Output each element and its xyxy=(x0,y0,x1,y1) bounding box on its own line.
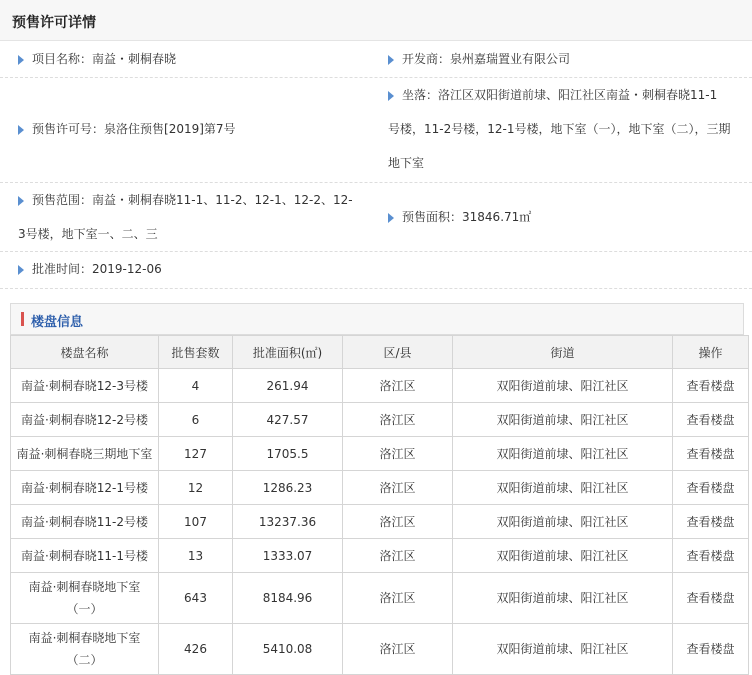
cell-name: 南益·刺桐春晓12-1号楼 xyxy=(11,471,159,505)
cell-name: 南益·刺桐春晓12-2号楼 xyxy=(11,403,159,437)
cell-count: 13 xyxy=(159,539,233,573)
cell-name: 南益·刺桐春晓12-3号楼 xyxy=(11,369,159,403)
cell-name-line2: （一） xyxy=(66,602,103,616)
cell-street: 双阳街道前埭、阳江社区 xyxy=(453,369,673,403)
arrow-right-icon xyxy=(18,265,24,275)
location-field xyxy=(388,78,730,180)
table-row xyxy=(11,369,749,403)
detail-row-scope xyxy=(0,183,752,252)
cell-name: 南益·刺桐春晓11-1号楼 xyxy=(11,539,159,573)
cell-area: 427.57 xyxy=(233,403,343,437)
date-field xyxy=(18,252,162,286)
cell-name xyxy=(11,624,159,675)
col-header-district: 区/县 xyxy=(343,336,453,369)
cell-count: 12 xyxy=(159,471,233,505)
view-building-link[interactable]: 查看楼盘 xyxy=(673,624,749,675)
project-label: 项目名称： xyxy=(32,52,93,66)
page-title: 预售许可详情 xyxy=(12,15,96,31)
cell-count: 4 xyxy=(159,369,233,403)
developer-field xyxy=(388,42,570,76)
cell-name-line2: （二） xyxy=(66,653,103,667)
cell-district: 洛江区 xyxy=(343,403,453,437)
section-title: 楼盘信息 xyxy=(31,315,84,330)
view-building-link[interactable]: 查看楼盘 xyxy=(673,369,749,403)
date-label: 批准时间： xyxy=(32,262,93,276)
cell-district: 洛江区 xyxy=(343,573,453,624)
col-header-street: 街道 xyxy=(453,336,673,369)
cell-count: 426 xyxy=(159,624,233,675)
arrow-right-icon xyxy=(388,213,394,223)
cell-street: 双阳街道前埭、阳江社区 xyxy=(453,437,673,471)
cell-area: 13237.36 xyxy=(233,505,343,539)
location-value-line2: 号楼，11-2号楼，12-1号楼，地下室（一），地下室（二），三期 xyxy=(388,122,731,136)
section-accent-bar xyxy=(21,312,24,326)
location-label: 坐落： xyxy=(402,88,439,102)
cell-district: 洛江区 xyxy=(343,369,453,403)
permit-label: 预售许可号： xyxy=(32,122,105,136)
table-row xyxy=(11,505,749,539)
cell-count: 643 xyxy=(159,573,233,624)
table-row xyxy=(11,437,749,471)
location-value-line3: 地下室 xyxy=(388,156,425,170)
cell-name: 南益·刺桐春晓11-2号楼 xyxy=(11,505,159,539)
scope-field xyxy=(18,183,353,251)
table-row xyxy=(11,403,749,437)
table-row xyxy=(11,539,749,573)
arrow-right-icon xyxy=(18,196,24,206)
table-row xyxy=(11,471,749,505)
section-header xyxy=(10,303,744,335)
area-label: 预售面积： xyxy=(402,210,463,224)
cell-district: 洛江区 xyxy=(343,505,453,539)
cell-street: 双阳街道前埭、阳江社区 xyxy=(453,539,673,573)
developer-label: 开发商： xyxy=(402,52,451,66)
col-header-count: 批售套数 xyxy=(159,336,233,369)
cell-area: 1286.23 xyxy=(233,471,343,505)
col-header-name: 楼盘名称 xyxy=(11,336,159,369)
cell-district: 洛江区 xyxy=(343,624,453,675)
arrow-right-icon xyxy=(18,55,24,65)
detail-row-project xyxy=(0,41,752,78)
cell-district: 洛江区 xyxy=(343,539,453,573)
cell-name-line1: 南益·刺桐春晓地下室 xyxy=(28,580,141,594)
scope-label: 预售范围： xyxy=(32,193,93,207)
cell-name-line1: 南益·刺桐春晓地下室 xyxy=(28,631,141,645)
table-row xyxy=(11,573,749,624)
developer-value: 泉州嘉瑞置业有限公司 xyxy=(450,52,571,66)
page-header xyxy=(0,0,752,41)
cell-area: 261.94 xyxy=(233,369,343,403)
col-header-area: 批准面积(㎡) xyxy=(233,336,343,369)
cell-street: 双阳街道前埭、阳江社区 xyxy=(453,573,673,624)
area-field xyxy=(388,200,531,234)
cell-area: 8184.96 xyxy=(233,573,343,624)
view-building-link[interactable]: 查看楼盘 xyxy=(673,573,749,624)
location-value-line1: 洛江区双阳街道前埭、阳江社区南益・刺桐春晓11-1 xyxy=(438,88,718,102)
detail-row-permit xyxy=(0,78,752,183)
cell-name: 南益·刺桐春晓三期地下室 xyxy=(11,437,159,471)
project-value: 南益・刺桐春晓 xyxy=(92,52,177,66)
date-value: 2019-12-06 xyxy=(92,262,162,276)
permit-value: 泉洛住预售[2019]第7号 xyxy=(104,122,236,136)
cell-count: 6 xyxy=(159,403,233,437)
cell-count: 127 xyxy=(159,437,233,471)
project-field xyxy=(18,42,176,76)
view-building-link[interactable]: 查看楼盘 xyxy=(673,437,749,471)
view-building-link[interactable]: 查看楼盘 xyxy=(673,505,749,539)
view-building-link[interactable]: 查看楼盘 xyxy=(673,471,749,505)
scope-value-line1: 南益・刺桐春晓11-1、11-2、12-1、12-2、12- xyxy=(92,193,353,207)
area-value: 31846.71㎡ xyxy=(462,210,532,224)
cell-district: 洛江区 xyxy=(343,471,453,505)
col-header-operation: 操作 xyxy=(673,336,749,369)
table-header-row xyxy=(11,336,749,369)
arrow-right-icon xyxy=(388,55,394,65)
arrow-right-icon xyxy=(388,91,394,101)
view-building-link[interactable]: 查看楼盘 xyxy=(673,403,749,437)
detail-row-date xyxy=(0,252,752,289)
building-table xyxy=(10,335,749,675)
cell-name xyxy=(11,573,159,624)
arrow-right-icon xyxy=(18,125,24,135)
cell-street: 双阳街道前埭、阳江社区 xyxy=(453,471,673,505)
scope-value-line2: 3号楼，地下室一、二、三 xyxy=(18,227,158,241)
cell-district: 洛江区 xyxy=(343,437,453,471)
cell-street: 双阳街道前埭、阳江社区 xyxy=(453,505,673,539)
cell-count: 107 xyxy=(159,505,233,539)
cell-street: 双阳街道前埭、阳江社区 xyxy=(453,403,673,437)
permit-field xyxy=(18,112,236,146)
cell-area: 1705.5 xyxy=(233,437,343,471)
view-building-link[interactable]: 查看楼盘 xyxy=(673,539,749,573)
cell-street: 双阳街道前埭、阳江社区 xyxy=(453,624,673,675)
table-row xyxy=(11,624,749,675)
cell-area: 5410.08 xyxy=(233,624,343,675)
cell-area: 1333.07 xyxy=(233,539,343,573)
